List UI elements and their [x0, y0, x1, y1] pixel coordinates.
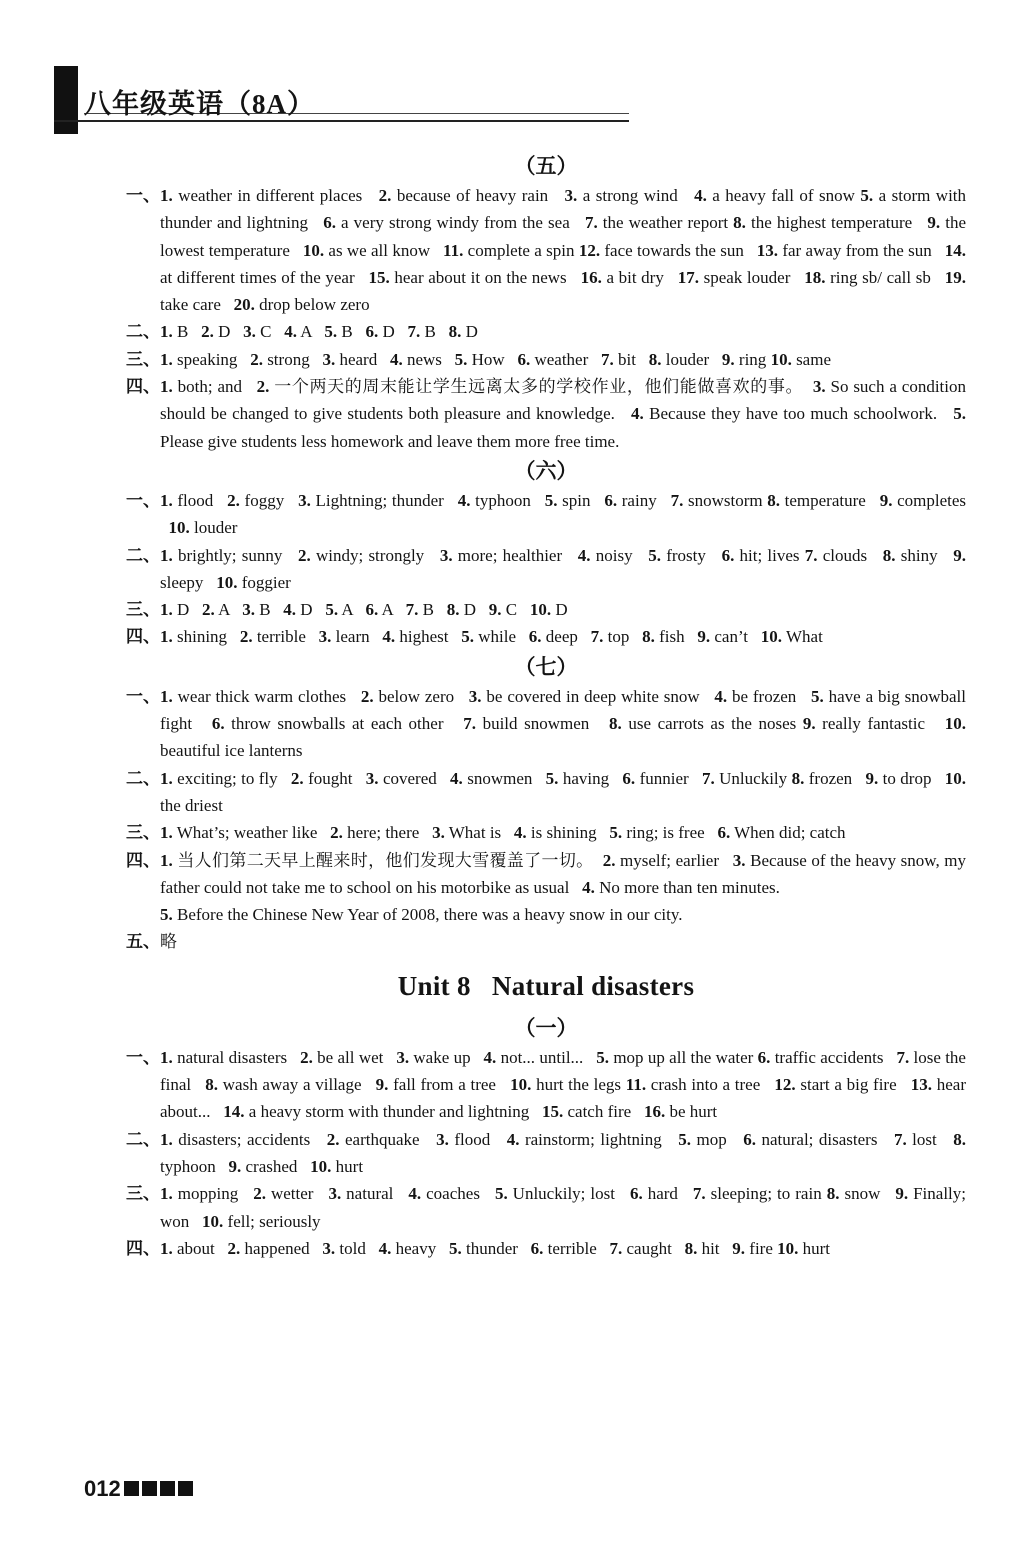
question-answers: 1. natural disasters 2. be all wet 3. wake up 4. not... until... 5. mop up all the water 6. traffic accidents 7. lose the final 8. wash away a village 9. fall from a tree 10. hurt the legs 11. crash into a tree 12. start a big fire 13. hear about... 14. a heavy storm with thunder and lightning 15. catch fire 16. be hurt: [160, 1047, 966, 1122]
question-answers: 1. B 2. D 3. C 4. A 5. B 6. D 7. B 8. D: [160, 322, 478, 342]
question-block: [126, 819, 966, 846]
question-block: [126, 346, 966, 373]
question-answers: 1. speaking 2. strong 3. heard 4. news 5. How 6. weather 7. bit 8. louder 9. ring 10. same: [160, 349, 831, 369]
question-answers: 1. 当人们第二天早上醒来时，他们发现大雪覆盖了一切。 2. myself; earlier 3. Because of the heavy snow, my father could not take me to school on his motorbike as usual 4. No more than ten minutes.: [160, 850, 967, 897]
question-block: [126, 318, 966, 345]
question-label: 三、: [126, 349, 160, 369]
question-block: [126, 1044, 966, 1126]
question-label: 二、: [126, 545, 160, 565]
question-label: 一、: [126, 686, 160, 706]
section-title: （六）: [514, 458, 578, 483]
question-label: 四、: [126, 377, 160, 397]
question-block: [126, 1235, 966, 1262]
question-answers: 1. both; and 2. 一个两天的周末能让学生远离太多的学校作业，他们能做喜欢的事。 3. So such a condition should be changed to give students both pleasure and knowledge. 4. Because they have too much schoolwork. 5. Please give students less homework and leave them more free time.: [160, 377, 966, 451]
question-label: 二、: [126, 322, 160, 342]
question-block: [126, 683, 966, 765]
question-label: 二、: [126, 768, 160, 788]
page-number: 012: [84, 1476, 121, 1501]
question-label: 四、: [126, 627, 160, 647]
section-title: （一）: [514, 1015, 578, 1040]
header-rule: [54, 120, 629, 122]
question-label: 五、: [126, 932, 160, 952]
question-label: 一、: [126, 490, 160, 510]
question-block: [126, 487, 966, 542]
question-answers: 1. mopping 2. wetter 3. natural 4. coaches 5. Unluckily; lost 6. hard 7. sleeping; to rain 8. snow 9. Finally; won 10. fell; seriously: [160, 1184, 966, 1231]
question-block: [126, 623, 966, 650]
answer-content: [126, 150, 966, 1262]
question-block: [126, 596, 966, 623]
header-black-bar: [54, 66, 78, 134]
question-answers: 1. weather in different places 2. because of heavy rain 3. a strong wind 4. a heavy fall of snow 5. a storm with thunder and lightning 6. a very strong windy from the sea 7. the weather report 8. the highest temperature 9. the lowest temperature 10. as we all know 11. complete a spin 12. face towards the sun 13. far away from the sun 14. at different times of the year 15. hear about it on the news 16. a bit dry 17. speak louder 18. ring sb/ call sb 19. take care 20. drop below zero: [160, 186, 967, 315]
question-label: 二、: [126, 1129, 160, 1149]
question-block: [126, 1126, 966, 1181]
question-label: 四、: [126, 1238, 160, 1258]
question-answers: 1. disasters; accidents 2. earthquake 3. flood 4. rainstorm; lightning 5. mop 6. natural; disasters 7. lost 8. typhoon 9. crashed 10. hurt: [160, 1129, 966, 1176]
question-answers: 1. brightly; sunny 2. windy; strongly 3. more; healthier 4. noisy 5. frosty 6. hit; lives 7. clouds 8. shiny 9. sleepy 10. foggier: [160, 545, 966, 592]
question-block: [126, 928, 966, 955]
question-block: [126, 373, 966, 455]
section-title: （五）: [514, 154, 578, 178]
question-label: 一、: [126, 1047, 160, 1067]
section-title: （七）: [514, 654, 578, 679]
question-answers: 1. wear thick warm clothes 2. below zero 3. be covered in deep white snow 4. be frozen 5. have a big snowball fight 6. throw snowballs at each other 7. build snowmen 8. use carrots as the noses 9. really fantastic 10. beautiful ice lanterns: [160, 686, 967, 761]
question-block: [126, 542, 966, 597]
question-label: 四、: [126, 850, 160, 870]
question-label: 一、: [126, 186, 160, 205]
question-answers: 1. flood 2. foggy 3. Lightning; thunder 4. typhoon 5. spin 6. rainy 7. snowstorm 8. temperature 9. completes 10. louder: [160, 490, 967, 538]
question-answers: 1. about 2. happened 3. told 4. heavy 5. thunder 6. terrible 7. caught 8. hit 9. fire 10. hurt: [160, 1238, 831, 1258]
footer-decoration: [124, 1481, 193, 1496]
question-answers: 1. What’s; weather like 2. here; there 3. What is 4. is shining 5. ring; is free 6. When did; catch: [160, 823, 846, 843]
question-label: 三、: [126, 1184, 160, 1204]
question-answers: 1. D 2. A 3. B 4. D 5. A 6. A 7. B 8. D 9. C 10. D: [160, 600, 568, 620]
question-answers: 1. exciting; to fly 2. fought 3. covered 4. snowmen 5. having 6. funnier 7. Unluckily 8. frozen 9. to drop 10. the driest: [160, 768, 966, 815]
unit-title: Unit 8 Natural disasters: [397, 970, 695, 1001]
question-answers: 1. shining 2. terrible 3. learn 4. highest 5. while 6. deep 7. top 8. fish 9. can’t 10. What: [160, 627, 823, 647]
question-block: [126, 765, 966, 820]
question-answers: 略: [160, 932, 177, 952]
question-label: 三、: [126, 823, 160, 843]
question-block: [126, 1180, 966, 1235]
question-block: [126, 182, 966, 318]
question-label: 三、: [126, 600, 160, 620]
page-header-title: 八年级英语（8A）: [84, 89, 315, 119]
question-block: [126, 847, 966, 929]
question-answers-extra: 5. Before the Chinese New Year of 2008, there was a heavy snow in our city.: [160, 905, 683, 925]
